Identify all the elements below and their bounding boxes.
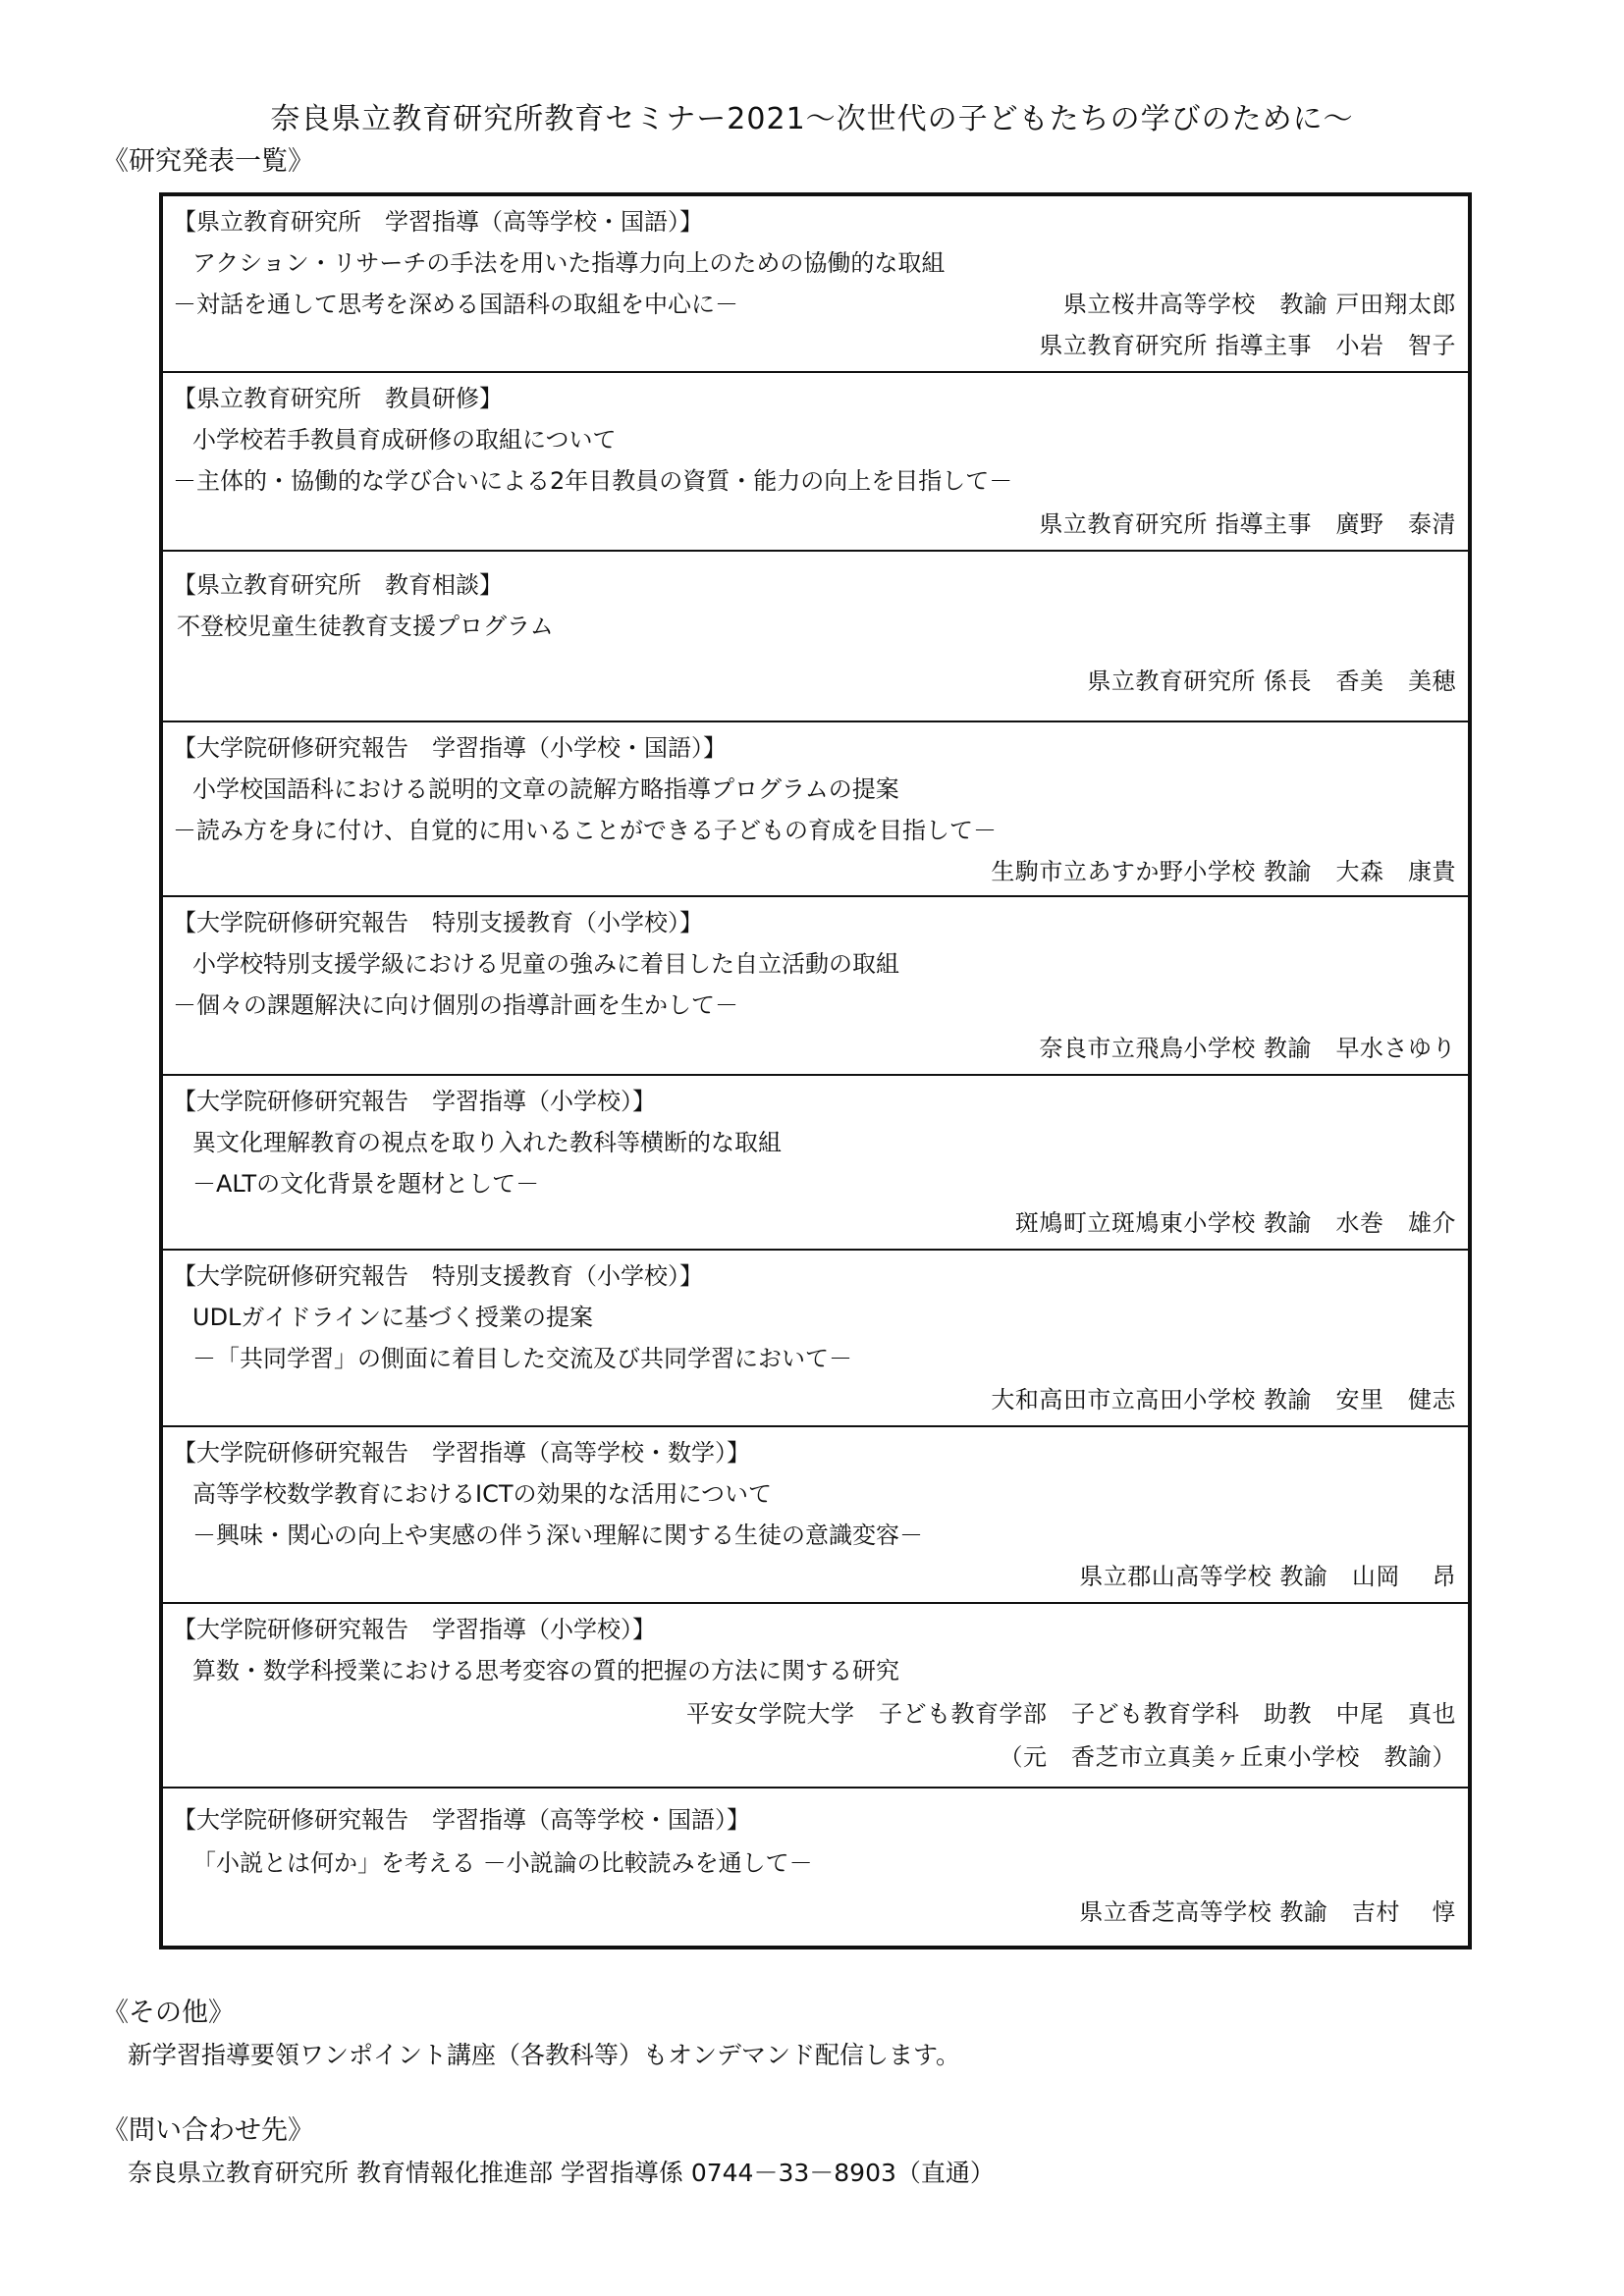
entry-subtitle: －ALTの文化背景を題材として－ bbox=[192, 1170, 540, 1198]
entry-topic: 異文化理解教育の視点を取り入れた教科等横断的な取組 bbox=[192, 1129, 782, 1156]
page-title: 奈良県立教育研究所教育セミナー2021～次世代の子どもたちの学びのために～ bbox=[270, 102, 1354, 136]
entry-presenter: 県立教育研究所 指導主事 廣野 泰清 bbox=[1039, 510, 1456, 538]
entry-subtitle: －読み方を身に付け、自覚的に用いることができる子どもの育成を目指して－ bbox=[173, 817, 998, 844]
presentation-entry bbox=[163, 196, 1468, 373]
presentation-entry bbox=[163, 1604, 1468, 1789]
entry-category: 【大学院研修研究報告 学習指導（高等学校・国語）】 bbox=[173, 1806, 750, 1834]
presentation-list-heading: 《研究発表一覧》 bbox=[102, 146, 314, 177]
entry-presenter: 県立郡山高等学校 教諭 山岡 昂 bbox=[1079, 1563, 1456, 1590]
entry-topic: アクション・リサーチの手法を用いた指導力向上のための協働的な取組 bbox=[192, 249, 946, 277]
entry-category: 【大学院研修研究報告 学習指導（小学校）】 bbox=[173, 1616, 656, 1643]
entry-subtitle: －主体的・協働的な学び合いによる2年目教員の資質・能力の向上を目指して－ bbox=[173, 467, 1013, 495]
entry-presenter-note: （元 香芝市立真美ヶ丘東小学校 教諭） bbox=[999, 1743, 1456, 1771]
entry-presenter: 県立香芝高等学校 教諭 吉村 惇 bbox=[1079, 1898, 1456, 1926]
entry-topic: 小学校若手教員育成研修の取組について bbox=[192, 426, 617, 454]
entry-topic: 「小説とは何か」を考える －小説論の比較読みを通して－ bbox=[192, 1849, 813, 1877]
entry-presenter: 生駒市立あすか野小学校 教諭 大森 康貴 bbox=[991, 858, 1456, 885]
entry-presenter: 奈良市立飛鳥小学校 教諭 早水さゆり bbox=[1039, 1035, 1456, 1062]
entry-category: 【大学院研修研究報告 特別支援教育（小学校）】 bbox=[173, 1262, 703, 1290]
entry-topic: 小学校国語科における説明的文章の読解方略指導プログラムの提案 bbox=[192, 775, 899, 803]
contact-text: 奈良県立教育研究所 教育情報化推進部 学習指導係 0744－33－8903（直通） bbox=[128, 2159, 995, 2187]
entry-category: 【大学院研修研究報告 特別支援教育（小学校）】 bbox=[173, 909, 703, 936]
entry-presenter: 県立教育研究所 係長 香美 美穂 bbox=[1087, 667, 1456, 695]
entry-category: 【大学院研修研究報告 学習指導（小学校）】 bbox=[173, 1088, 656, 1115]
entry-category: 【県立教育研究所 教員研修】 bbox=[173, 385, 503, 412]
entry-subtitle: －個々の課題解決に向け個別の指導計画を生かして－ bbox=[173, 991, 738, 1019]
entry-category: 【県立教育研究所 教育相談】 bbox=[173, 571, 503, 599]
entry-presenter: 大和高田市立高田小学校 教諭 安里 健志 bbox=[991, 1386, 1456, 1414]
presentation-entry bbox=[163, 722, 1468, 897]
other-text: 新学習指導要領ワンポイント講座（各教科等）もオンデマンド配信します。 bbox=[128, 2041, 961, 2069]
presentation-entry bbox=[163, 897, 1468, 1076]
entry-presenter: 斑鳩町立斑鳩東小学校 教諭 水巻 雄介 bbox=[1014, 1209, 1456, 1237]
presentation-entry bbox=[163, 1427, 1468, 1604]
entry-presenter: 平安女学院大学 子ども教育学部 子ども教育学科 助教 中尾 真也 bbox=[686, 1700, 1456, 1728]
presentation-list-box bbox=[159, 192, 1472, 1949]
presentation-entry bbox=[163, 373, 1468, 552]
presentation-entry bbox=[163, 1076, 1468, 1251]
contact-heading: 《問い合わせ先》 bbox=[102, 2115, 314, 2146]
presentation-entry bbox=[163, 552, 1468, 722]
entry-subtitle: －興味・関心の向上や実感の伴う深い理解に関する生徒の意識変容－ bbox=[192, 1522, 923, 1549]
entry-subtitle: －対話を通して思考を深める国語科の取組を中心に－ bbox=[173, 291, 738, 318]
entry-topic: 不登校児童生徒教育支援プログラム bbox=[177, 613, 554, 640]
entry-category: 【大学院研修研究報告 学習指導（高等学校・数学）】 bbox=[173, 1439, 750, 1467]
presentation-entry bbox=[163, 1251, 1468, 1427]
entry-subtitle: －「共同学習」の側面に着目した交流及び共同学習において－ bbox=[192, 1345, 852, 1372]
other-heading: 《その他》 bbox=[102, 1998, 235, 2028]
entry-category: 【県立教育研究所 学習指導（高等学校・国語）】 bbox=[173, 208, 703, 236]
entry-presenter: 県立教育研究所 指導主事 小岩 智子 bbox=[1039, 332, 1456, 359]
entry-category: 【大学院研修研究報告 学習指導（小学校・国語）】 bbox=[173, 734, 727, 762]
entry-presenter: 県立桜井高等学校 教諭 戸田翔太郎 bbox=[1062, 291, 1456, 318]
presentation-entry bbox=[163, 1789, 1468, 1946]
entry-topic: 高等学校数学教育におけるICTの効果的な活用について bbox=[192, 1480, 773, 1508]
entry-topic: 算数・数学科授業における思考変容の質的把握の方法に関する研究 bbox=[192, 1657, 899, 1684]
entry-topic: 小学校特別支援学級における児童の強みに着目した自立活動の取組 bbox=[192, 950, 899, 978]
entry-topic: UDLガイドラインに基づく授業の提案 bbox=[192, 1304, 593, 1331]
